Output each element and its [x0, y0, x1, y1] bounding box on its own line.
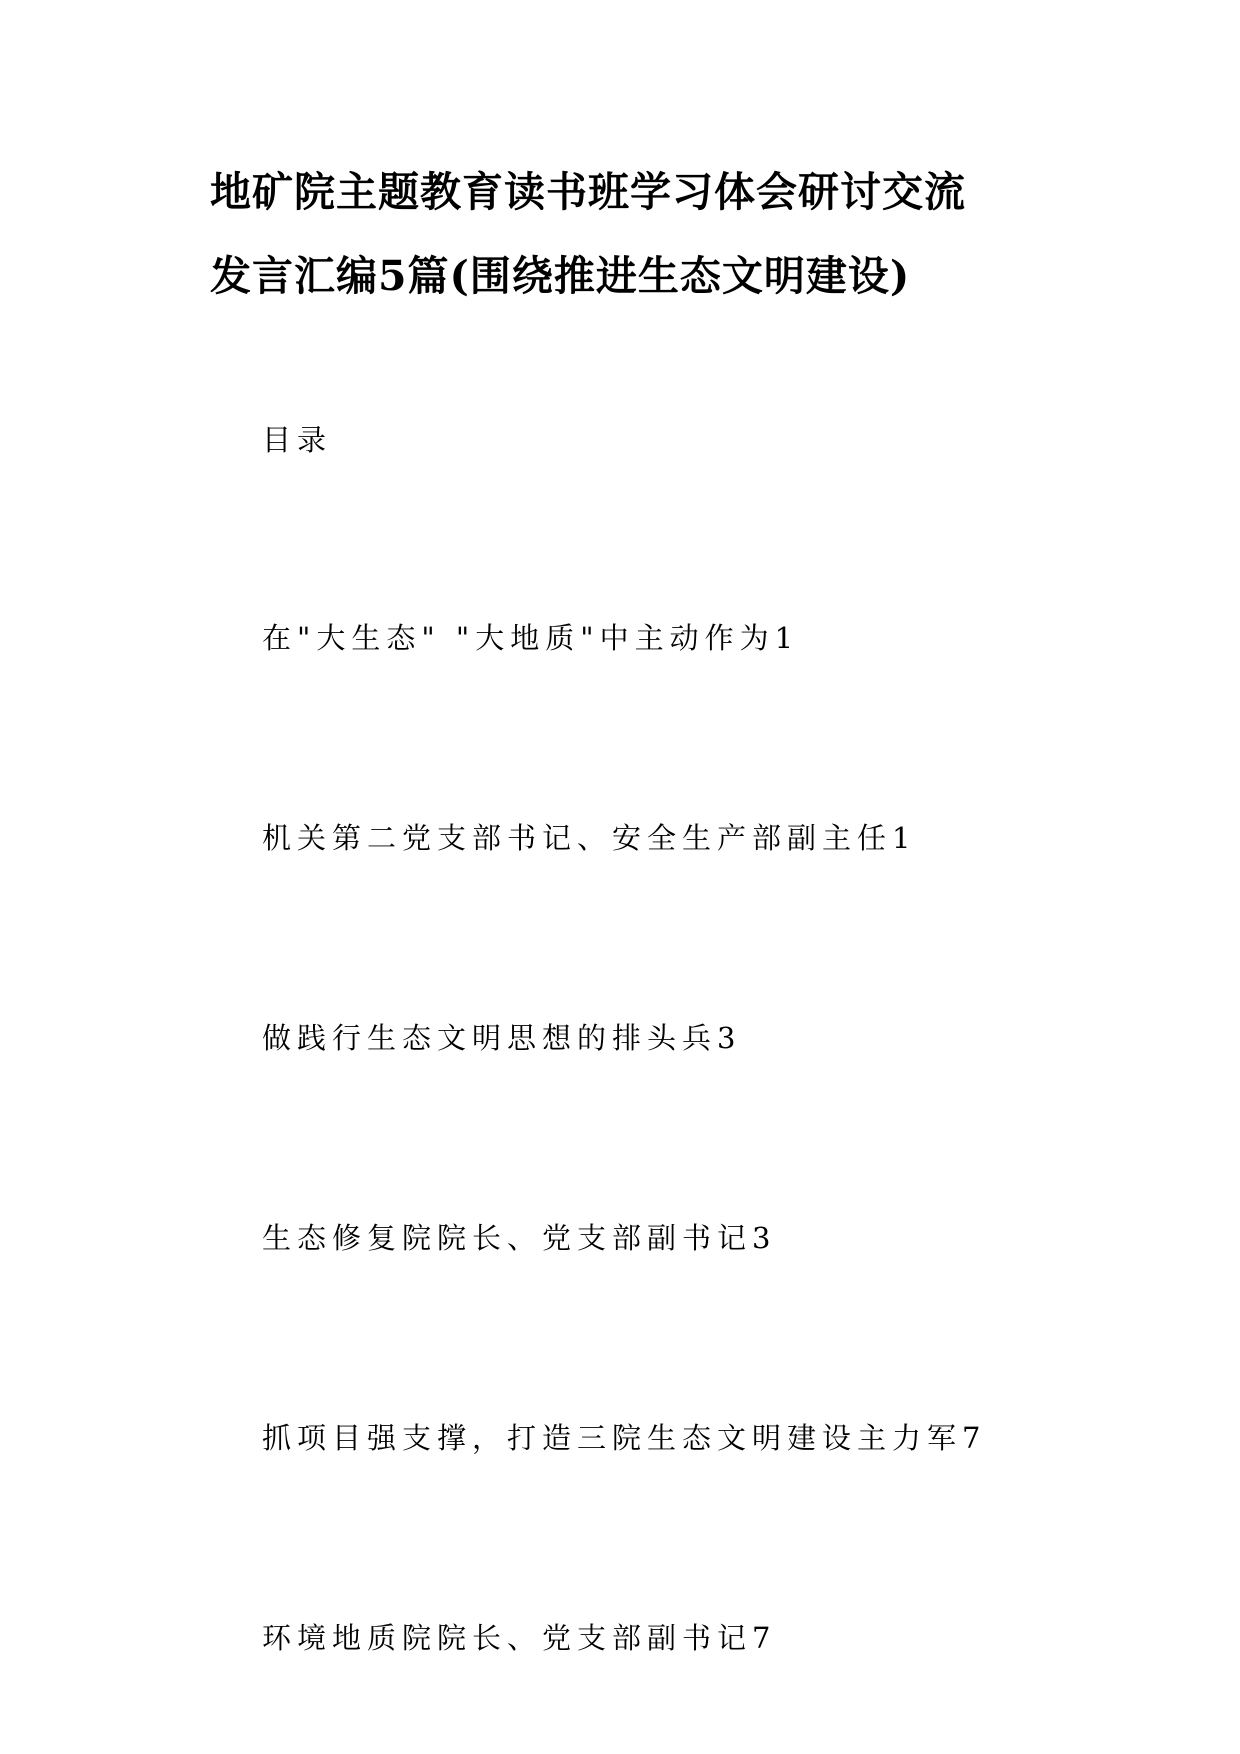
document-title	[210, 150, 1070, 318]
toc-entry-text: 机关第二党支部书记、安全生产部副主任	[262, 821, 893, 855]
toc-entry-page: 3	[752, 1221, 771, 1255]
toc-entry	[262, 1618, 770, 1658]
toc-entry-text: 生态修复院院长、党支部副书记	[262, 1221, 753, 1255]
toc-entry-page: 7	[752, 1621, 771, 1655]
toc-entry	[262, 1418, 980, 1458]
toc-entry-text: 环境地质院院长、党支部副书记	[262, 1621, 753, 1655]
toc-entry-text: 在"大生态" "大地质"中主动作为	[262, 621, 775, 655]
title-line-2: 发言汇编5篇(围绕推进生态文明建设)	[210, 252, 911, 300]
toc-entry	[262, 1018, 735, 1058]
toc-entry-page: 3	[717, 1021, 736, 1055]
toc-entry	[262, 1218, 770, 1258]
toc-entry-text: 抓项目强支撑，打造三院生态文明建设主力军	[262, 1421, 963, 1455]
title-line-1: 地矿院主题教育读书班学习体会研讨交流	[210, 168, 966, 216]
toc-entry-page: 7	[962, 1421, 981, 1455]
toc-entry-page: 1	[774, 621, 794, 655]
toc-heading: 目录	[262, 423, 333, 457]
toc-entry-text: 做践行生态文明思想的排头兵	[262, 1021, 718, 1055]
toc-entry-page: 1	[892, 821, 911, 855]
toc-entry	[262, 818, 910, 858]
toc-entry	[262, 618, 793, 658]
